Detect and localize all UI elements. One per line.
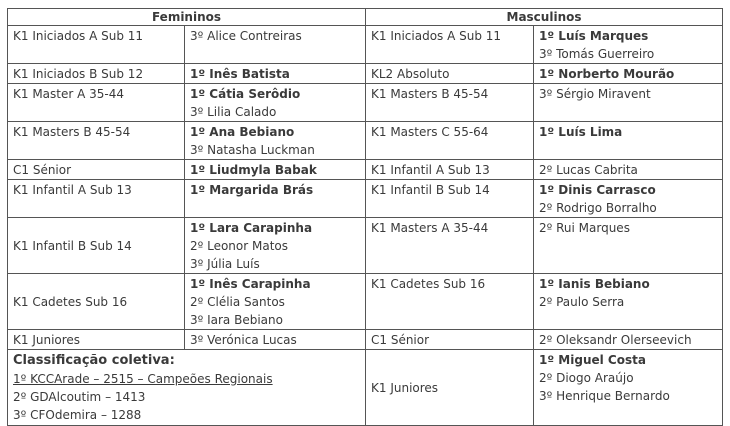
masculinos-header: Masculinos bbox=[366, 9, 723, 26]
table-row bbox=[8, 160, 723, 180]
result-entry: 1º Luís Marques bbox=[539, 29, 649, 43]
result-entry: 3º Tomás Guerreiro bbox=[539, 47, 655, 61]
result-entry: 3º Alice Contreiras bbox=[190, 29, 302, 43]
female-results bbox=[185, 84, 366, 122]
result-entry: 1º Margarida Brás bbox=[190, 183, 314, 197]
female-category: C1 Sénior bbox=[8, 160, 185, 180]
table-row bbox=[8, 330, 723, 350]
table-row bbox=[8, 218, 723, 274]
result-entry: 3º Verónica Lucas bbox=[190, 333, 297, 347]
male-results bbox=[534, 218, 723, 274]
female-results bbox=[185, 122, 366, 160]
male-results bbox=[534, 84, 723, 122]
male-category: K1 Iniciados A Sub 11 bbox=[366, 26, 534, 64]
male-results bbox=[534, 350, 723, 426]
male-category: K1 Masters B 45-54 bbox=[366, 84, 534, 122]
result-entry: 2º Rodrigo Borralho bbox=[539, 201, 657, 215]
result-entry: 3º Iara Bebiano bbox=[190, 313, 283, 327]
female-category: K1 Masters B 45-54 bbox=[8, 122, 185, 160]
team-rank-entry: 2º GDAlcoutim – 1413 bbox=[13, 390, 146, 404]
male-category: C1 Sénior bbox=[366, 330, 534, 350]
result-entry: 1º Liudmyla Babak bbox=[190, 163, 317, 177]
female-category: K1 Infantil A Sub 13 bbox=[8, 180, 185, 218]
male-results bbox=[534, 160, 723, 180]
team-classification bbox=[8, 350, 366, 426]
result-entry: 2º Oleksandr Olerseevich bbox=[539, 333, 692, 347]
results-table bbox=[7, 8, 723, 426]
result-entry: 1º Ianis Bebiano bbox=[539, 277, 650, 291]
female-results bbox=[185, 160, 366, 180]
result-entry: 1º Cátia Serôdio bbox=[190, 87, 301, 101]
result-entry: 2º Lucas Cabrita bbox=[539, 163, 638, 177]
table-row bbox=[8, 274, 723, 330]
female-category: K1 Master A 35-44 bbox=[8, 84, 185, 122]
male-category: KL2 Absoluto bbox=[366, 64, 534, 84]
female-results bbox=[185, 64, 366, 84]
female-category: K1 Cadetes Sub 16 bbox=[8, 274, 185, 330]
female-results bbox=[185, 180, 366, 218]
female-results bbox=[185, 330, 366, 350]
result-entry: 1º Lara Carapinha bbox=[190, 221, 313, 235]
result-entry: 2º Diogo Araújo bbox=[539, 371, 634, 385]
female-results bbox=[185, 218, 366, 274]
female-category: K1 Infantil B Sub 14 bbox=[8, 218, 185, 274]
male-category: K1 Cadetes Sub 16 bbox=[366, 274, 534, 330]
header-row bbox=[8, 9, 723, 26]
result-entry: 1º Norberto Mourão bbox=[539, 67, 675, 81]
female-results bbox=[185, 26, 366, 64]
table-row bbox=[8, 350, 723, 426]
team-rank-entry: 3º CFOdemira – 1288 bbox=[13, 408, 142, 422]
table-row bbox=[8, 122, 723, 160]
male-category: K1 Infantil B Sub 14 bbox=[366, 180, 534, 218]
result-entry: 1º Luís Lima bbox=[539, 125, 623, 139]
result-entry: 1º Ana Bebiano bbox=[190, 125, 295, 139]
male-results bbox=[534, 26, 723, 64]
male-category: K1 Infantil A Sub 13 bbox=[366, 160, 534, 180]
result-entry: 3º Henrique Bernardo bbox=[539, 389, 670, 403]
result-entry: 1º Inês Batista bbox=[190, 67, 290, 81]
female-category: K1 Juniores bbox=[8, 330, 185, 350]
result-entry: 3º Natasha Luckman bbox=[190, 143, 315, 157]
table-row bbox=[8, 64, 723, 84]
result-entry: 2º Leonor Matos bbox=[190, 239, 289, 253]
result-entry: 2º Clélia Santos bbox=[190, 295, 285, 309]
female-results bbox=[185, 274, 366, 330]
male-results bbox=[534, 330, 723, 350]
femininos-header: Femininos bbox=[8, 9, 366, 26]
table-row bbox=[8, 84, 723, 122]
result-entry: 1º Inês Carapinha bbox=[190, 277, 311, 291]
table-row bbox=[8, 180, 723, 218]
table-row bbox=[8, 26, 723, 64]
male-results bbox=[534, 274, 723, 330]
result-entry: 2º Rui Marques bbox=[539, 221, 630, 235]
result-entry: 3º Lilia Calado bbox=[190, 105, 277, 119]
result-entry: 3º Júlia Luís bbox=[190, 257, 260, 271]
male-results bbox=[534, 122, 723, 160]
male-results bbox=[534, 180, 723, 218]
team-classification-title: Classificação coletiva: bbox=[13, 353, 175, 368]
result-entry: 1º Miguel Costa bbox=[539, 353, 646, 367]
female-category: K1 Iniciados A Sub 11 bbox=[8, 26, 185, 64]
male-category: K1 Juniores bbox=[366, 350, 534, 426]
result-entry: 2º Paulo Serra bbox=[539, 295, 625, 309]
result-entry: 3º Sérgio Miravent bbox=[539, 87, 651, 101]
result-entry: 1º Dinis Carrasco bbox=[539, 183, 656, 197]
team-rank-entry: 1º KCCArade – 2515 – Campeões Regionais bbox=[13, 372, 273, 386]
results-body bbox=[8, 26, 723, 426]
male-category: K1 Masters A 35-44 bbox=[366, 218, 534, 274]
male-category: K1 Masters C 55-64 bbox=[366, 122, 534, 160]
female-category: K1 Iniciados B Sub 12 bbox=[8, 64, 185, 84]
male-results bbox=[534, 64, 723, 84]
